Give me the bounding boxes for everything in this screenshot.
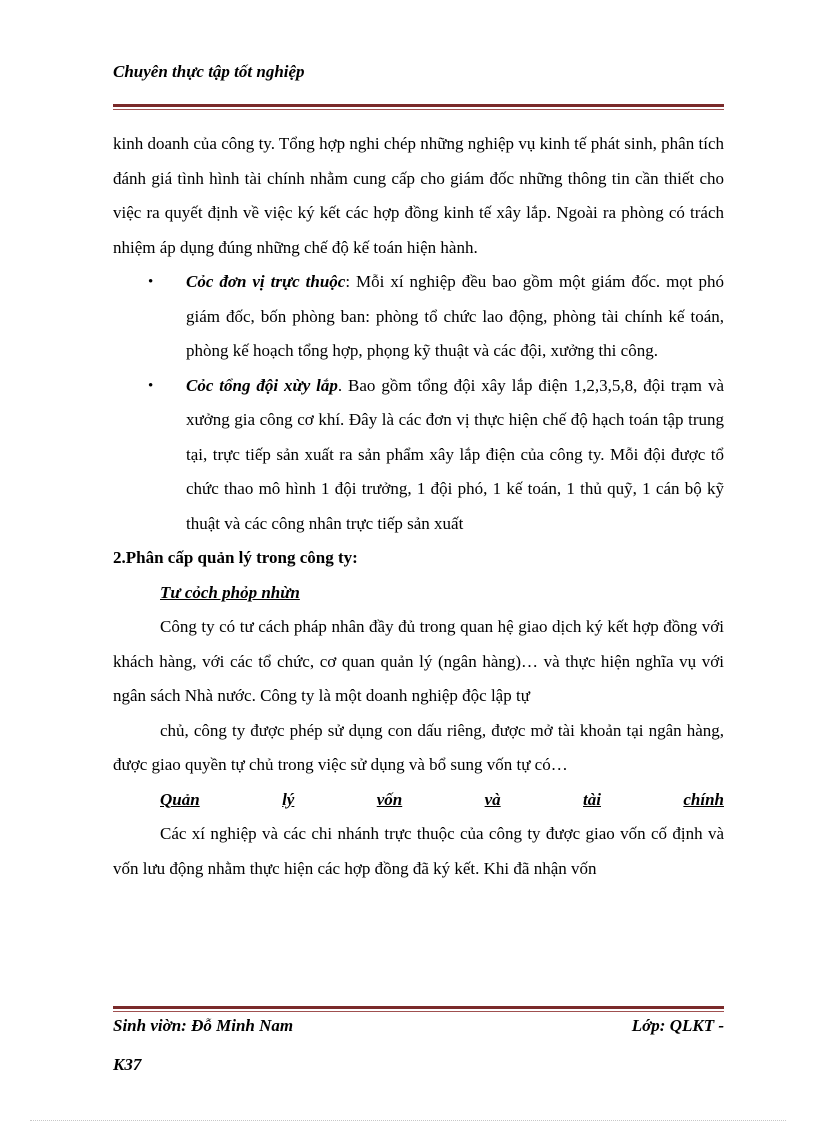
intro-paragraph: kinh doanh của công ty. Tổng hợp nghi chép những nghiệp vụ kinh tế phát sinh, phân tích đánh giá tình hình tài chính nhằm cung cấp cho giám đốc những thông tin cần thiết cho việc ra quyết định về việc ký kết các hợp đồng kinh tế xây lắp. Ngoài ra phòng có trách nhiệm áp dụng đúng những chế độ kế toán hiện hành. (113, 134, 724, 257)
subheading-capital-management (160, 783, 724, 818)
heading-word: Quản (160, 789, 200, 809)
bullet-text: . Bao gồm tổng đội xây lắp điện 1,2,3,5,8, đội trạm và xưởng gia công cơ khí. Đây là các đơn vị thực hiện chế độ hạch toán tập trung tại, trực tiếp sản xuất ra sản phẩm xây lắp điện của công ty. Mỗi đội được tổ chức thao mô hình 1 đội trưởng, 1 đội phó, 1 kế toán, 1 thủ quỹ, 1 cán bộ kỹ thuật và các công nhân trực tiếp sản xuất (186, 375, 724, 533)
heading-word: lý (282, 789, 295, 809)
subheading-legal-status: Tư cỏch phỏp nhừn (160, 582, 300, 602)
paragraph-capital: Các xí nghiệp và các chi nhánh trực thuộc của công ty được giao vốn cố định và vốn lưu động nhằm thực hiện các hợp đồng đã ký kết. Khi đã nhận vốn (113, 824, 724, 878)
footer-student-name: Sinh viờn: Đỗ Minh Nam (113, 1016, 294, 1035)
paragraph-legal-status: Công ty có tư cách pháp nhân đầy đủ trong quan hệ giao dịch ký kết hợp đồng với khách hàng, với các tổ chức, cơ quan quản lý (ngân hàng)… và thực hiện nghĩa vụ với ngân sách Nhà nước. Công ty là một doanh nghiệp độc lập tự (113, 617, 724, 705)
bullet-icon: • (148, 274, 154, 290)
bullet-item-affiliated-units (148, 265, 724, 369)
section-heading: 2.Phân cấp quản lý trong công ty: (113, 548, 358, 567)
bullet-item-construction-teams (148, 369, 724, 542)
heading-word: chính (683, 789, 724, 809)
heading-word: vốn (376, 789, 403, 809)
document-body (113, 127, 724, 886)
bullet-text: : Mỗi xí nghiệp đều bao gồm một giám đốc. mọt phó giám đốc, bốn phòng ban: phòng tổ chức lao động, phòng tài chính kế toán, phòng kế hoạch tổng hợp, phọng kỹ thuật và các đội, xưởng thi công. (186, 272, 724, 360)
heading-word: và (484, 789, 501, 809)
bullet-label: Cỏc đơn vị trực thuộc (186, 272, 346, 291)
bullet-label: Cỏc tổng đội xừy lắp (186, 375, 338, 395)
footer-class-code: K37 (113, 1055, 142, 1074)
footer-class-label: Lớp: QLKT - (631, 1016, 724, 1035)
page-header-title: Chuyên thực tập tốt nghiệp (113, 62, 305, 81)
page-bottom-edge (30, 1120, 786, 1121)
paragraph-legal-status-cont: chủ, công ty được phép sử dụng con dấu riêng, được mở tài khoản tại ngân hàng, được giao quyền tự chủ trong việc sử dụng và bổ sung vốn tự có… (113, 720, 724, 774)
heading-word: tài (583, 789, 601, 809)
footer-divider (113, 1006, 724, 1012)
bullet-icon: • (148, 377, 154, 394)
header-divider (113, 104, 724, 110)
